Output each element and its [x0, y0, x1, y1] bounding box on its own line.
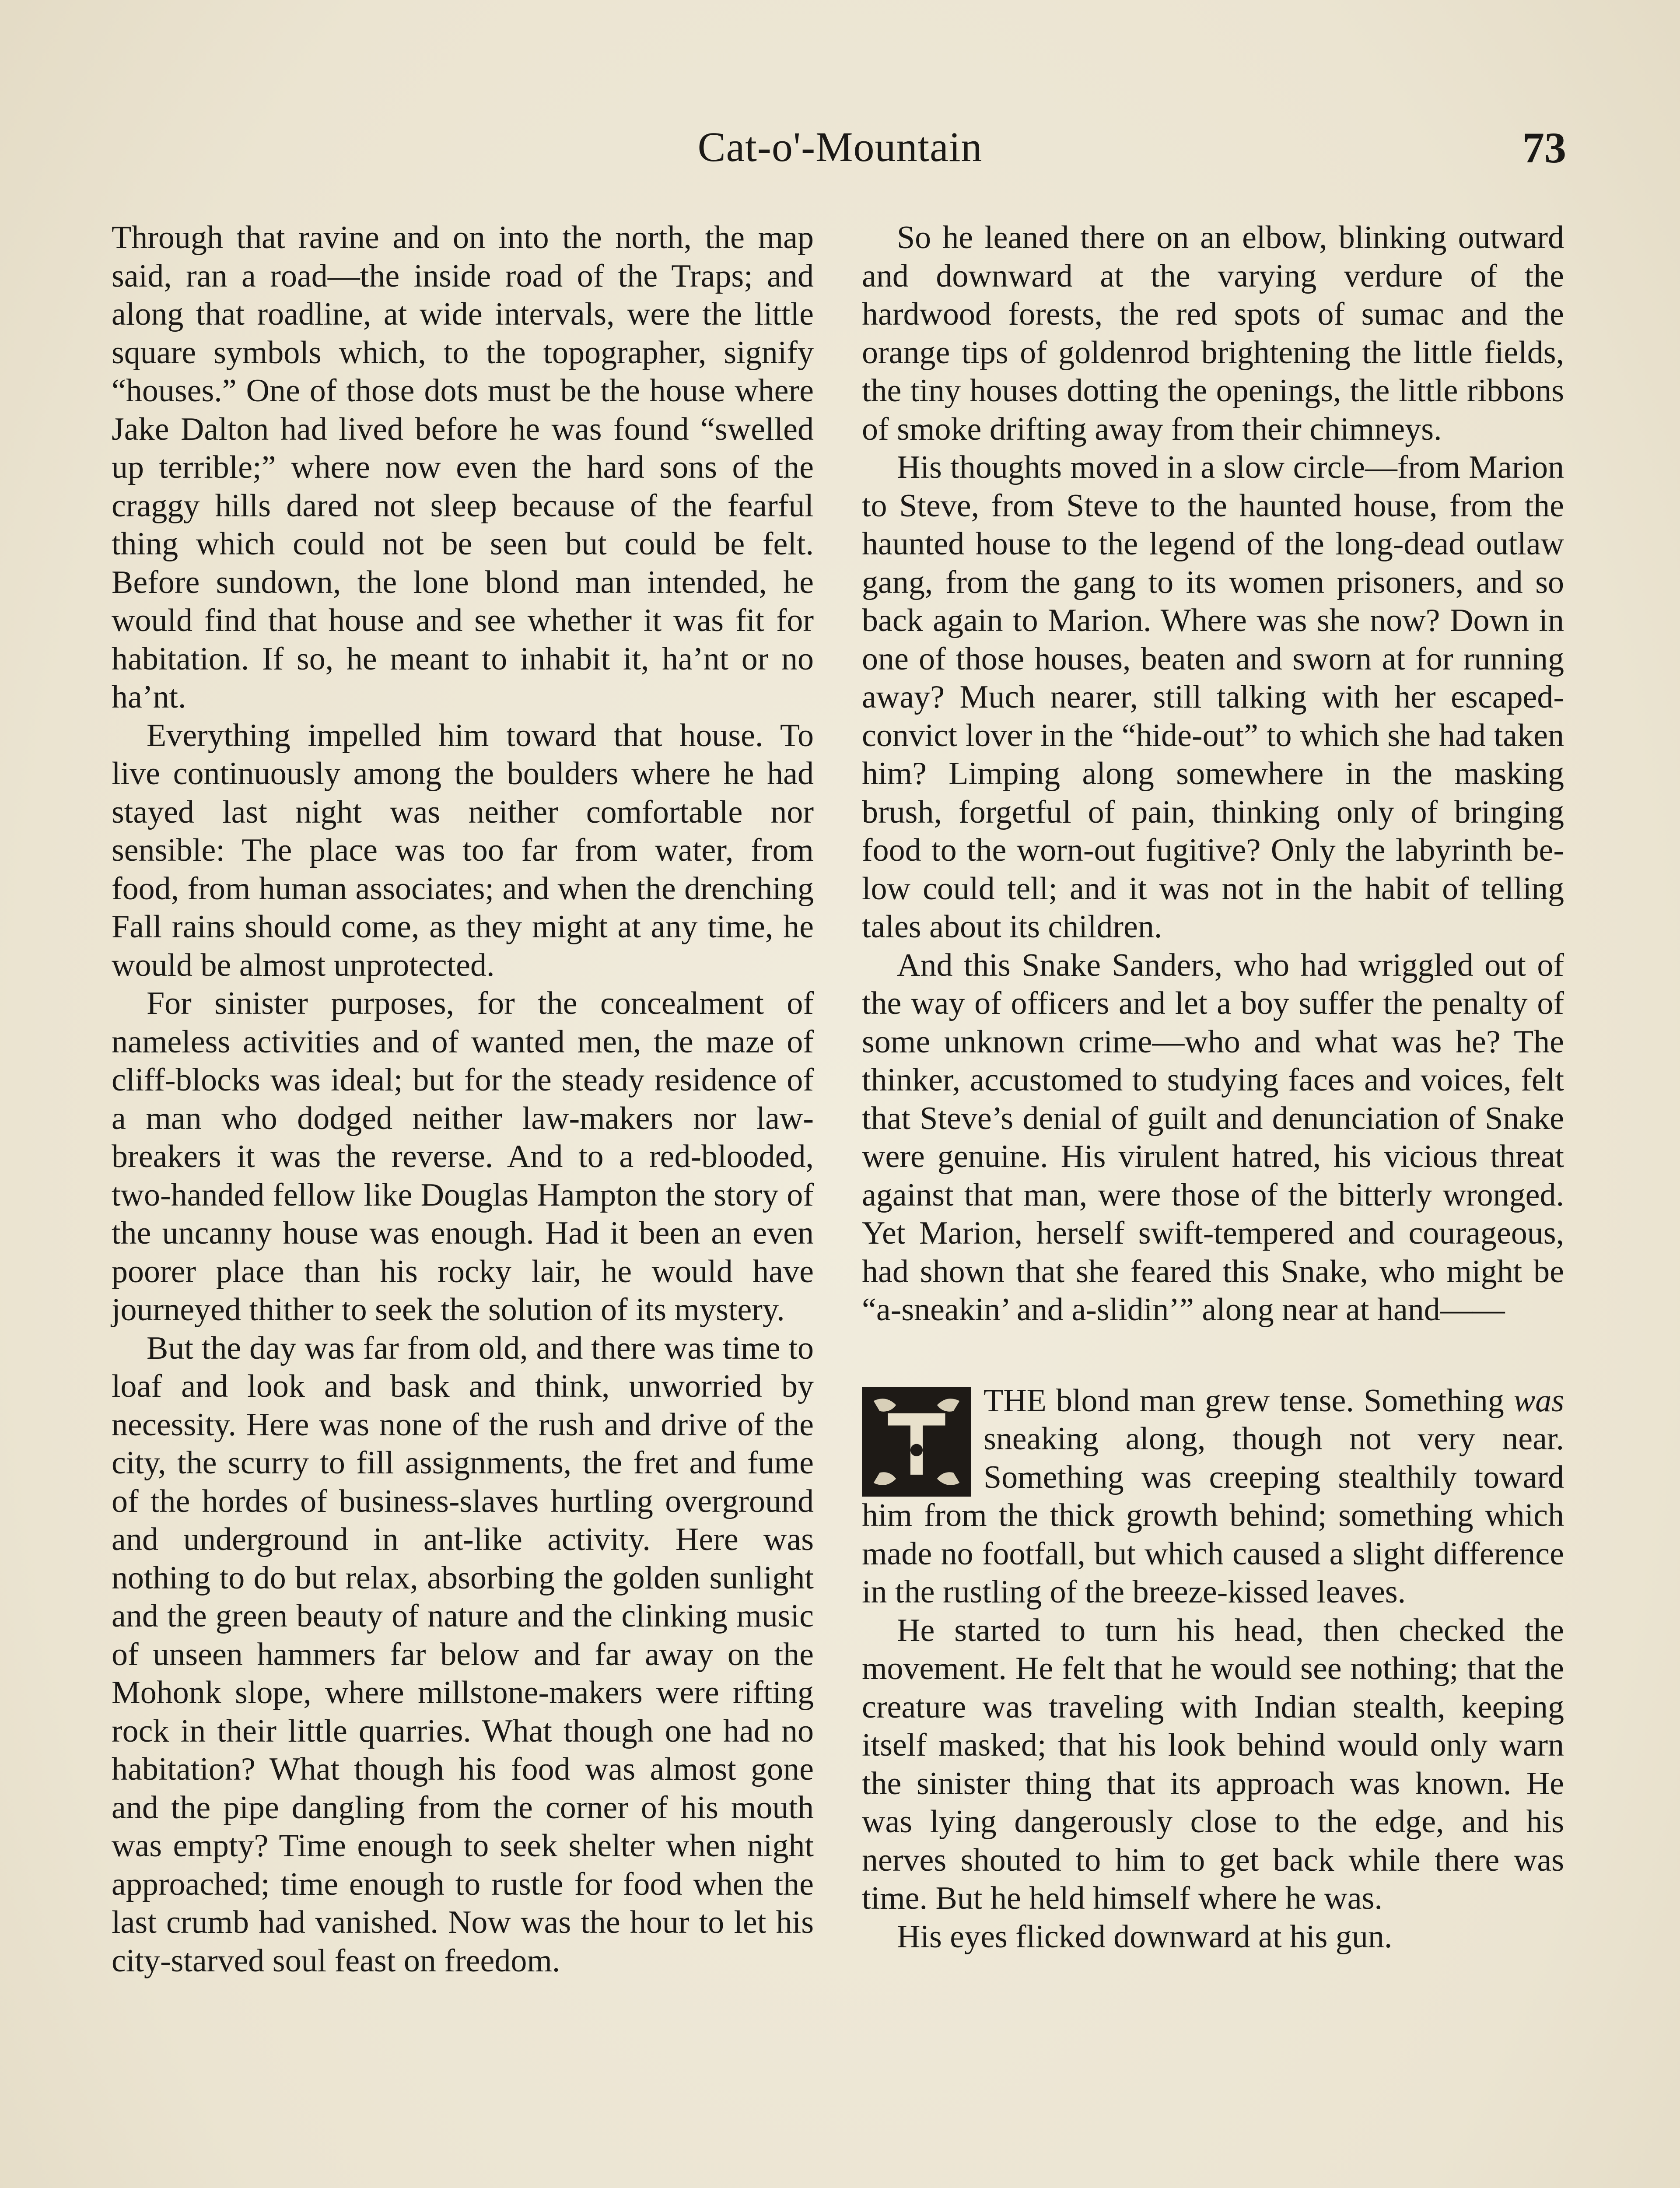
- left-column: [112, 219, 814, 1980]
- paragraph: So he leaned there on an elbow, blinking outward and downward at the varying verdure of the hardwood forests, the red spots of sumac and the orange tips of goldenrod brightening the little fields, the tiny houses dotting the openings, the little ribbons of smoke drifting away from their chimneys.: [862, 220, 1564, 447]
- paragraph: But the day was far from old, and there was time to loaf and look and bask and think, unworried by necessity. Here was none of the rush and drive of the city, the scurry to fill assignments, the fret and fume of the hordes of business-slaves hurtling overground and underground in ant-like activity. Here was nothing to do but relax, absorbing the golden sunlight and the green beauty of nature and the clinking music of unseen hammers far below and far away on the Mohonk slope, where millstone-makers were rifting rock in their little quarries. What though one had no habitation? What though his food was almost gone and the pipe dangling from the corner of his mouth was empty? Time enough to seek shelter when night approached; time enough to rustle for food when the last crumb had vanished. Now was the hour to let his city-starved soul feast on freedom.: [112, 1330, 814, 1979]
- section-break: [862, 1329, 1564, 1382]
- right-column: [862, 219, 1564, 1956]
- running-title: Cat-o'-Mountain: [697, 123, 983, 170]
- paragraph: And this Snake Sanders, who had wriggled out of the way of officers and let a boy suffer the penalty of some unknown crime—who and what was he? The thinker, accustomed to studying faces and voices, felt that Steve’s denial of guilt and denunciation of Snake were genuine. His virulent hatred, his vicious threat against that man, were those of the bitterly wronged. Yet Marion, herself swift-tempered and courageous, had shown that she feared this Snake, who might be “a-sneakin’ and a-slidin’” along near at hand——: [862, 947, 1564, 1328]
- paragraph: His thoughts moved in a slow circle—from Marion to Steve, from Steve to the haunted house, from the haunted house to the legend of the long-dead outlaw gang, from the gang to its women prisoners, and so back again to Marion. Where was she now? Down in one of those houses, beaten and sworn at for running away? Much nearer, still talking with her escaped-convict lover in the “hide-out” to which she had taken him? Limping along somewhere in the masking brush, forgetful of pain, thinking only of bringing food to the worn-out fugitive? Only the labyrinth below could tell; and it was not in the habit of telling tales about its children.: [862, 449, 1564, 945]
- page-number: 73: [1522, 123, 1566, 172]
- section-opening-paragraph: THE blond man grew tense. Something was sneaking along, though not very near. Something was creeping stealthily toward him from the thick growth behind; something which made no footfall, but which caused a slight difference in the rustling of the breeze-kissed leaves.: [862, 1382, 1564, 1610]
- ornamental-dropcap-icon: [862, 1387, 971, 1497]
- emphasis: was: [1513, 1382, 1564, 1419]
- paragraph: For sinister purposes, for the concealment of nameless activities and of wanted men, the maze of cliff-blocks was ideal; but for the steady residence of a man who dodged neither law-makers nor law-breakers it was the reverse. And to a red-blooded, two-handed fellow like Douglas Hampton the story of the uncanny house was enough. Had it been an even poorer place than his rocky lair, he would have journeyed thither to seek the solution of its mystery.: [112, 985, 814, 1328]
- paragraph: His eyes flicked downward at his gun.: [897, 1918, 1393, 1955]
- paragraph: Through that ravine and on into the north, the map said, ran a road—the inside road of the Traps; and along that roadline, at wide intervals, were the little square symbols which, to the topographer, signify “houses.” One of those dots must be the house where Jake Dalton had lived before he was found “swelled up terrible;” where now even the hard sons of the craggy hills dared not sleep because of the fearful thing which could not be seen but could be felt. Before sundown, the lone blond man intended, he would find that house and see whether it was fit for habitation. If so, he meant to inhabit it, ha’nt or no ha’nt.: [112, 220, 814, 715]
- paragraph: He started to turn his head, then checked the movement. He felt that he would see nothing; that the creature was traveling with Indian stealth, keeping itself masked; that his look behind would only warn the sinister thing that its approach was known. He was lying dangerously close to the edge, and his nerves shouted to him to get back while there was time. But he held himself where he was.: [862, 1612, 1564, 1916]
- paragraph: Everything impelled him toward that house. To live continuously among the boulders where he had stayed last night was neither comfortable nor sensible: The place was too far from water, from food, from human associates; and when the drenching Fall rains should come, as they might at any time, he would be almost unprotected.: [112, 717, 814, 983]
